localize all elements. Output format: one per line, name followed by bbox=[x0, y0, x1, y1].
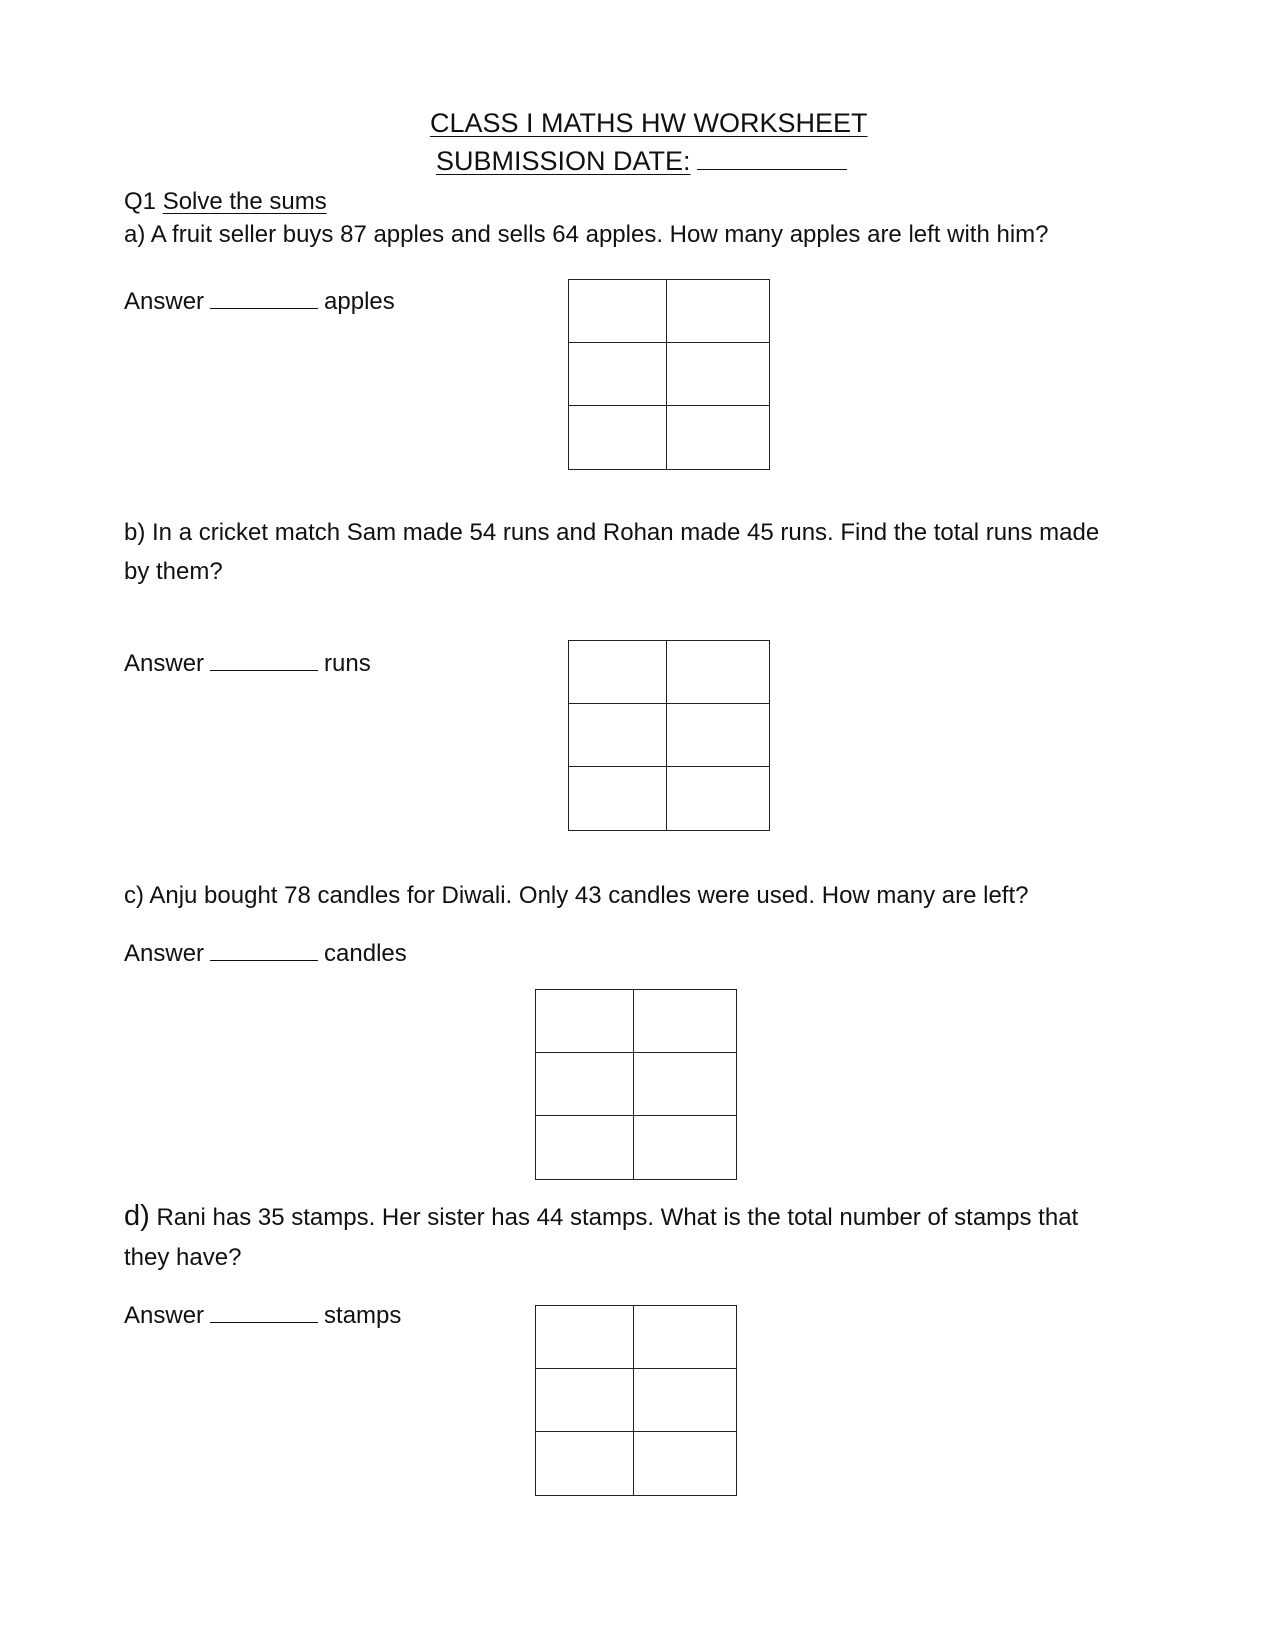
question-d-text-line2: they have? bbox=[124, 1244, 242, 1271]
question-b-letter: b) bbox=[124, 519, 146, 546]
answer-c-unit: candles bbox=[324, 940, 407, 967]
question-a-text bbox=[124, 221, 1049, 249]
worksheet-title: CLASS I MATHS HW WORKSHEET bbox=[430, 108, 868, 138]
question-c-letter: c) bbox=[124, 882, 144, 909]
answer-c-row bbox=[124, 940, 407, 968]
question-b-text-line2: by them? bbox=[124, 558, 223, 585]
answer-b-row bbox=[124, 650, 371, 678]
work-grid-d[interactable] bbox=[535, 1305, 737, 1496]
answer-d-blank[interactable] bbox=[210, 1302, 318, 1323]
question-d-body: Rani has 35 stamps. Her sister has 44 stamps. What is the total number of stamps that bbox=[156, 1204, 1079, 1231]
answer-b-label: Answer bbox=[124, 650, 205, 677]
submission-date-row bbox=[436, 146, 847, 177]
question-a-letter: a) bbox=[124, 221, 146, 248]
question-b-body: In a cricket match Sam made 54 runs and Rohan made 45 runs. Find the total runs made bbox=[152, 519, 1100, 546]
question-b-text-line1 bbox=[124, 519, 1099, 547]
question-heading bbox=[124, 188, 327, 216]
answer-b-blank[interactable] bbox=[210, 650, 318, 671]
answer-d-label: Answer bbox=[124, 1302, 205, 1329]
answer-a-row bbox=[124, 288, 395, 316]
submission-date-label: SUBMISSION DATE: bbox=[436, 146, 691, 176]
question-d-letter: d) bbox=[124, 1200, 150, 1232]
work-grid-c[interactable] bbox=[535, 989, 737, 1180]
submission-date-field[interactable] bbox=[697, 147, 847, 170]
question-c-text bbox=[124, 882, 1028, 910]
answer-a-blank[interactable] bbox=[210, 288, 318, 309]
answer-c-blank[interactable] bbox=[210, 940, 318, 961]
question-c-body: Anju bought 78 candles for Diwali. Only 43 candles were used. How many are left? bbox=[149, 882, 1029, 909]
question-d-text-line1 bbox=[124, 1200, 1078, 1233]
answer-c-label: Answer bbox=[124, 940, 205, 967]
answer-d-unit: stamps bbox=[324, 1302, 402, 1329]
work-grid-b[interactable] bbox=[568, 640, 770, 831]
answer-d-row bbox=[124, 1302, 401, 1330]
question-a-body: A fruit seller buys 87 apples and sells 64 apples. How many apples are left with him? bbox=[150, 221, 1049, 248]
answer-a-label: Answer bbox=[124, 288, 205, 315]
answer-b-unit: runs bbox=[324, 650, 371, 677]
work-grid-a[interactable] bbox=[568, 279, 770, 470]
answer-a-unit: apples bbox=[324, 288, 395, 315]
question-number: Q1 bbox=[124, 188, 157, 215]
question-instruction: Solve the sums bbox=[162, 188, 327, 215]
